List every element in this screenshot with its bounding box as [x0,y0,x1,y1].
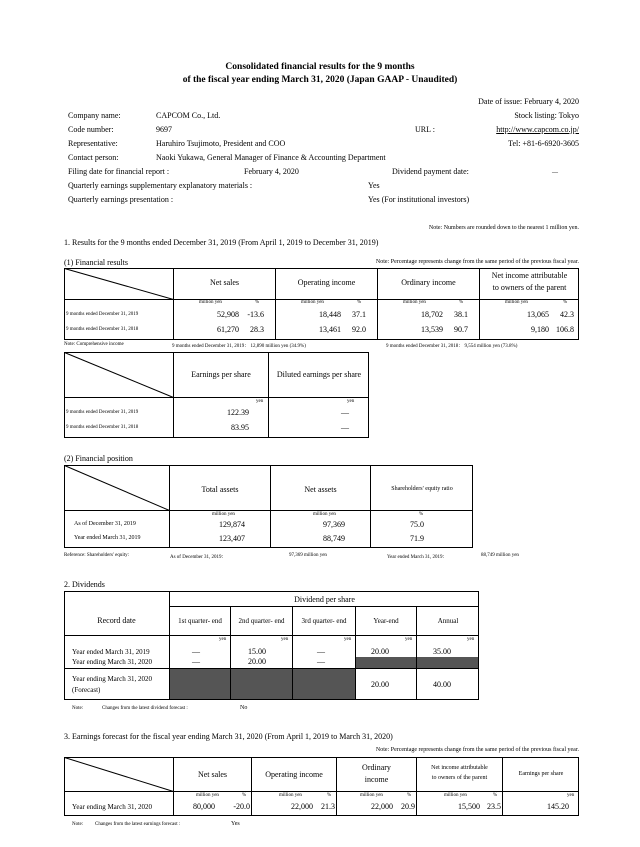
col-net-income-line1: Net income attributable [431,765,488,771]
cell-q2: 20.00 [248,657,266,666]
yen-label: yen [219,637,227,642]
cell-forecast-annual: 40.00 [433,680,451,689]
filing-date-value: February 4, 2020 [244,167,299,176]
pct-label: % [327,793,332,798]
col-ordinary-line1: Ordinary [362,763,391,772]
cell-value: 18,448 [319,310,341,319]
shaded-cell [169,669,356,699]
cell-forecast-year-end: 20.00 [371,680,389,689]
yen-label: yen [256,399,264,404]
comprehensive-income-2018: 9 months ended December 31, 2018： 9,554 million yen (73.8%) [386,344,518,349]
doc-title-line2: of the fiscal year ending March 31, 2020 (Japan GAAP - Unaudited) [182,75,458,85]
col-eps: Earnings per share [191,370,251,379]
col-year-end: Year-end [373,617,399,625]
pct-label: % [419,512,424,517]
yen-label: yen [405,637,413,642]
pct-label: % [255,300,260,305]
cell-q1: — [192,657,200,666]
cell-pct: 38.1 [454,310,468,319]
unit-label: million yen [313,512,336,517]
cell-q3: — [317,657,325,666]
cell-q1: — [192,647,200,656]
unit-label: million yen [444,793,467,798]
dividends-title: 2. Dividends [64,580,105,589]
doc-title-line1: Consolidated financial results for the 9 months [225,62,415,72]
cell-year-end: 20.00 [371,647,389,656]
col-q3-end: 3rd quarter- end [301,617,347,625]
cell-operating-income: 22,000 [291,802,313,811]
dividend-note-text: Changes from the latest dividend forecast : [102,706,188,711]
col-q2-end: 2nd quarter- end [238,617,285,625]
forecast-note-label: Note: [72,822,84,827]
earnings-presentation-value: Yes (For institutional investors) [368,195,470,204]
cell-operating-income-pct: 21.3 [321,802,335,811]
cell-eps: 145.20 [547,802,569,811]
reference-2019-value: 97,369 million yen [289,553,327,558]
code-number-label: Code number: [68,125,114,134]
unit-label: million yen [279,793,302,798]
cell-value: 13,539 [421,325,443,334]
forecast-label-line1: Year ending March 31, 2020 [72,675,152,683]
company-name-label: Company name: [68,111,121,120]
col-net-assets: Net assets [304,485,337,494]
reference-2018-value: 88,749 million yen [481,553,519,558]
cell-annual: 35.00 [433,647,451,656]
pct-label: % [407,793,412,798]
col-ordinary-line2: income [364,775,389,784]
section3-title: 3. Earnings forecast for the fiscal year ending March 31, 2020 (From April 1, 2019 to March 31, 2020) [64,732,393,741]
forecast-table [64,757,579,816]
representative-label: Representative: [68,139,118,148]
forecast-note-text: Changes from the latest earnings forecast : [95,822,181,827]
yen-label: yen [347,399,355,404]
unit-label: million yen [360,793,383,798]
row-label: 9 months ended December 31, 2018 [66,425,139,430]
financial-results-subtitle: (1) Financial results [64,258,128,267]
cell-value: 13,461 [319,325,341,334]
supplementary-materials-value: Yes [368,181,380,190]
cell-pct: 90.7 [454,325,468,334]
reference-2018-label: Year ended March 31, 2019： [387,555,448,560]
financial-results-table [64,268,579,340]
col-eps: Earnings per share [518,771,564,777]
unit-label: million yen [212,512,235,517]
dividend-note-label: Note: [72,706,84,711]
cell-value: 18,702 [421,310,443,319]
stock-listing: Stock listing: Tokyo [514,111,579,120]
filing-date-label: Filing date for financial report : [68,167,170,176]
url-label: URL : [415,125,435,134]
row-label: Year ended March 31, 2019 [72,648,150,656]
cell-value: 9,180 [531,325,549,334]
financial-position-table [64,465,473,548]
supplementary-materials-label: Quarterly earnings supplementary explanatory materials : [68,181,253,190]
cell-net-sales-pct: -20.0 [233,802,250,811]
comprehensive-income-note-label: Note: Comprehensive income [64,342,124,347]
dividend-payment-value: － [551,168,559,177]
unit-label: million yen [301,300,324,305]
row-label: Year ending March 31, 2020 [72,803,152,811]
cell-diluted: — [341,423,349,432]
row-label: 9 months ended December 31, 2019 [66,410,139,415]
row-label: Year ending March 31, 2020 [72,658,152,666]
unit-label: million yen [199,300,222,305]
row-label: 9 months ended December 31, 2018 [66,327,139,332]
cell-equity-ratio: 71.9 [410,534,424,543]
company-name-value: CAPCOM Co., Ltd. [156,111,221,120]
col-ordinary-income: Ordinary income [401,278,456,287]
cell-net-assets: 88,749 [323,534,345,543]
col-net-sales: Net sales [197,770,228,779]
col-operating-income: Operating income [265,770,323,779]
cell-ordinary-income: 22,000 [371,802,393,811]
col-annual: Annual [437,617,459,625]
col-equity-ratio: Shareholders' equity ratio [391,486,453,492]
pct-label: % [242,793,247,798]
row-label: As of December 31, 2019 [74,521,136,527]
cell-total-assets: 129,874 [219,520,245,529]
cell-pct: 42.3 [560,310,574,319]
cell-q3: — [317,647,325,656]
dividends-table [64,591,479,700]
cell-eps: 83.95 [231,423,249,432]
comprehensive-income-2019: 9 months ended December 31, 2019： 12,890 million yen (34.9%) [172,344,306,349]
cell-pct: -13.6 [247,310,264,319]
code-number-value: 9697 [156,125,172,134]
earnings-presentation-label: Quarterly earnings presentation : [68,195,174,204]
cell-value: 61,270 [217,325,239,334]
rounding-note: Note: Numbers are rounded down to the nearest 1 million yen. [428,225,579,231]
representative-value: Haruhiro Tsujimoto, President and COO [156,139,286,148]
cell-ordinary-income-pct: 20.9 [401,802,415,811]
contact-person-label: Contact person: [68,153,119,162]
telephone: Tel: +81-6-6920-3605 [508,139,579,148]
cell-net-income: 15,500 [458,802,480,811]
yen-label: yen [467,637,475,642]
unit-label: million yen [505,300,528,305]
reference-equity-label: Reference: Shareholders' equity: [64,553,130,558]
contact-person-value: Naoki Yukawa, General Manager of Finance & Accounting Department [156,153,386,162]
yen-label: yen [344,637,352,642]
financial-results-pct-note: Note: Percentage represents change from the same period of the previous fiscal year. [375,259,579,265]
forecast-note-value: Yes [231,821,240,827]
pct-label: % [493,793,498,798]
cell-diluted: — [341,408,349,417]
col-diluted-eps: Diluted earnings per share [276,370,362,379]
cell-value: 13,065 [527,310,549,319]
cell-equity-ratio: 75.0 [410,520,424,529]
pct-label: % [357,300,362,305]
record-date-header: Record date [97,616,136,625]
yen-label: yen [281,637,289,642]
table-frame [64,591,479,700]
unit-label: million yen [196,793,219,798]
dividend-per-share-header: Dividend per share [294,595,355,604]
row-label: Year ended March 31, 2019 [74,535,141,541]
cell-total-assets: 123,407 [219,534,245,543]
cell-value: 52,908 [217,310,239,319]
cell-net-assets: 97,369 [323,520,345,529]
company-url-link[interactable]: http://www.capcom.co.jp/ [496,125,579,134]
col-net-income-line2: to owners of the parent [431,775,488,781]
eps-table [64,352,369,438]
col-net-income-line2: to owners of the parent [492,283,567,292]
forecast-label-line2: (Forecast) [72,686,101,694]
col-net-sales: Net sales [209,278,240,287]
date-of-issue: Date of issue: February 4, 2020 [478,97,579,106]
cell-pct: 106.8 [556,325,574,334]
yen-label: yen [567,793,575,798]
unit-label: million yen [403,300,426,305]
forecast-pct-note: Note: Percentage represents change from the same period of the previous fiscal year. [375,747,579,753]
cell-net-sales: 80,000 [193,802,215,811]
col-q1-end: 1st quarter- end [178,617,222,625]
dividend-payment-label: Dividend payment date: [392,167,469,176]
row-label: 9 months ended December 31, 2019 [66,312,139,317]
cell-q2: 15.00 [248,647,266,656]
col-net-income-line1: Net income attributable [491,271,568,280]
cell-pct: 92.0 [352,325,366,334]
col-total-assets: Total assets [201,485,239,494]
cell-pct: 37.1 [352,310,366,319]
pct-label: % [459,300,464,305]
col-operating-income: Operating income [297,278,356,287]
cell-pct: 28.3 [250,325,264,334]
cell-net-income-pct: 23.5 [487,802,501,811]
section1-title: 1. Results for the 9 months ended December 31, 2019 (From April 1, 2019 to December 31, 2019) [64,238,379,247]
cell-eps: 122.39 [227,408,249,417]
financial-position-title: (2) Financial position [64,454,133,463]
dividend-note-value: No [240,705,248,711]
reference-2019-label: As of December 31, 2019： [170,555,227,560]
pct-label: % [563,300,568,305]
